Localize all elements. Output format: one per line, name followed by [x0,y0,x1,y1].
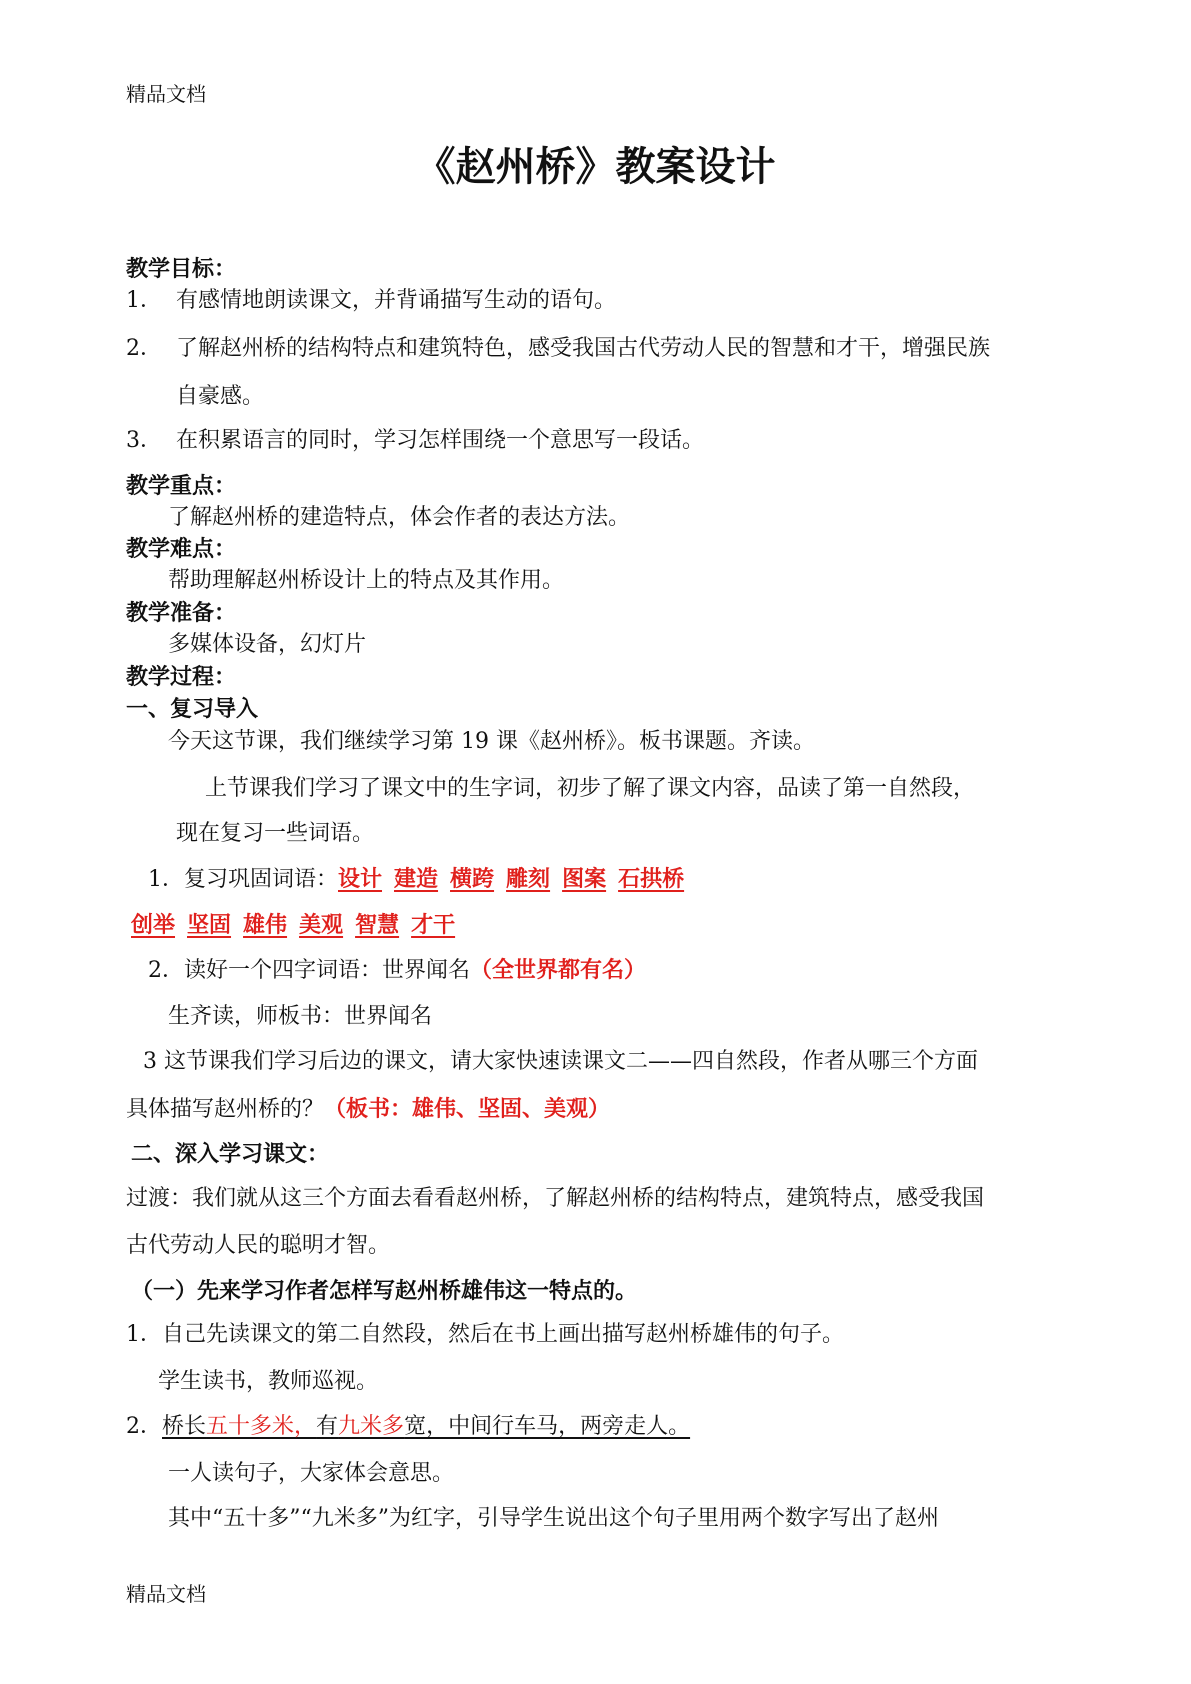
review-word: 美观 [299,912,344,938]
transition-line-2: 古代劳动人民的聪明才智。 [126,1233,391,1258]
process-heading: 教学过程： [126,664,237,690]
difficulty-text: 帮助理解赵州桥设计上的特点及其作用。 [168,568,565,593]
goal-item-3 [126,430,704,452]
section-1-heading: 一、复习导入 [126,696,259,722]
sentence-part: 桥长 [162,1414,207,1439]
review-word: 设计 [338,866,383,892]
prep-text: 多媒体设备，幻灯片 [168,632,367,657]
item-3-line-2 [126,1098,610,1121]
prep-heading: 教学准备： [126,600,237,626]
goal-number: 3． [126,428,162,453]
sentence-part: 宽，中间行车马，两旁走人。 [404,1414,691,1439]
goal-number: 2． [126,336,162,361]
review-word: 图案 [562,866,607,892]
goal-text: 了解赵州桥的结构特点和建筑特色，感受我国古代劳动人民的智慧和才干，增强民族 [176,336,991,361]
review-word: 才干 [411,912,456,938]
step-2-sub: 一人读句子，大家体会意思。 [168,1461,455,1486]
review-word: 创举 [131,912,176,938]
key-heading: 教学重点： [126,473,237,499]
four-char-word-item [148,959,646,982]
four-char-word-label: 2．读好一个四字词语：世界闻名 [148,958,470,983]
page-header: 精品文档 [126,82,206,106]
section-1-paragraph-1: 今天这节课，我们继续学习第 19 课《赵州桥》。板书课题。齐读。 [168,729,815,754]
goal-item-2 [126,338,990,360]
four-char-word-note: （全世界都有名） [470,957,647,983]
review-word: 雄伟 [243,912,288,938]
section-1-paragraph-2a: 上节课我们学习了课文中的生字词，初步了解了课文内容，品读了第一自然段， [205,776,976,801]
step-1-sub: 学生读书，教师巡视。 [158,1369,379,1394]
item-3-line-1: 3 这节课我们学习后边的课文，请大家快速读课文二——四自然段，作者从哪三个方面 [143,1049,978,1074]
goal-text: 在积累语言的同时，学习怎样围绕一个意思写一段话。 [176,428,705,453]
goal-number: 1． [126,288,162,313]
review-word: 坚固 [187,912,232,938]
step-2 [126,1416,710,1438]
review-words-item [148,868,684,891]
review-word: 横跨 [450,866,495,892]
subsection-1-heading: （一）先来学习作者怎样写赵州桥雄伟这一特点的。 [131,1278,638,1304]
page-title: 《赵州桥》教案设计 [415,143,776,190]
goal-item-2-continued: 自豪感。 [176,384,265,409]
goals-heading: 教学目标： [126,256,237,282]
step-1: 1．自己先读课文的第二自然段，然后在书上画出描写赵州桥雄伟的句子。 [126,1322,844,1347]
review-word: 智慧 [355,912,400,938]
section-2-heading: 二、深入学习课文： [131,1141,330,1167]
review-word: 雕刻 [506,866,551,892]
sentence-part: 有 [316,1414,339,1439]
goal-item-1 [126,290,616,312]
review-word: 石拱桥 [618,866,685,892]
item-3-text: 具体描写赵州桥的？ [126,1097,325,1122]
page-footer: 精品文档 [126,1582,206,1606]
review-word: 建造 [394,866,439,892]
section-1-paragraph-2b: 现在复习一些词语。 [176,821,375,846]
sentence-red-part: 五十多米， [206,1414,317,1439]
review-words-label: 1．复习巩固词语： [148,867,338,892]
step-3: 其中“五十多”“九米多”为红字，引导学生说出这个句子里用两个数字写出了赵州 [168,1506,939,1531]
review-words-row-2 [131,914,455,937]
item-3-note: （板书：雄伟、坚固、美观） [324,1096,611,1122]
step-2-sentence [162,1414,710,1439]
step-2-number: 2． [126,1414,162,1439]
difficulty-heading: 教学难点： [126,536,237,562]
goal-text: 有感情地朗读课文，并背诵描写生动的语句。 [176,288,617,313]
four-char-word-sub: 生齐读，师板书：世界闻名 [168,1004,433,1029]
transition-line-1: 过渡：我们就从这三个方面去看看赵州桥，了解赵州桥的结构特点，建筑特点，感受我国 [126,1186,985,1211]
key-text: 了解赵州桥的建造特点，体会作者的表达方法。 [168,505,631,530]
sentence-red-part: 九米多 [338,1414,405,1439]
